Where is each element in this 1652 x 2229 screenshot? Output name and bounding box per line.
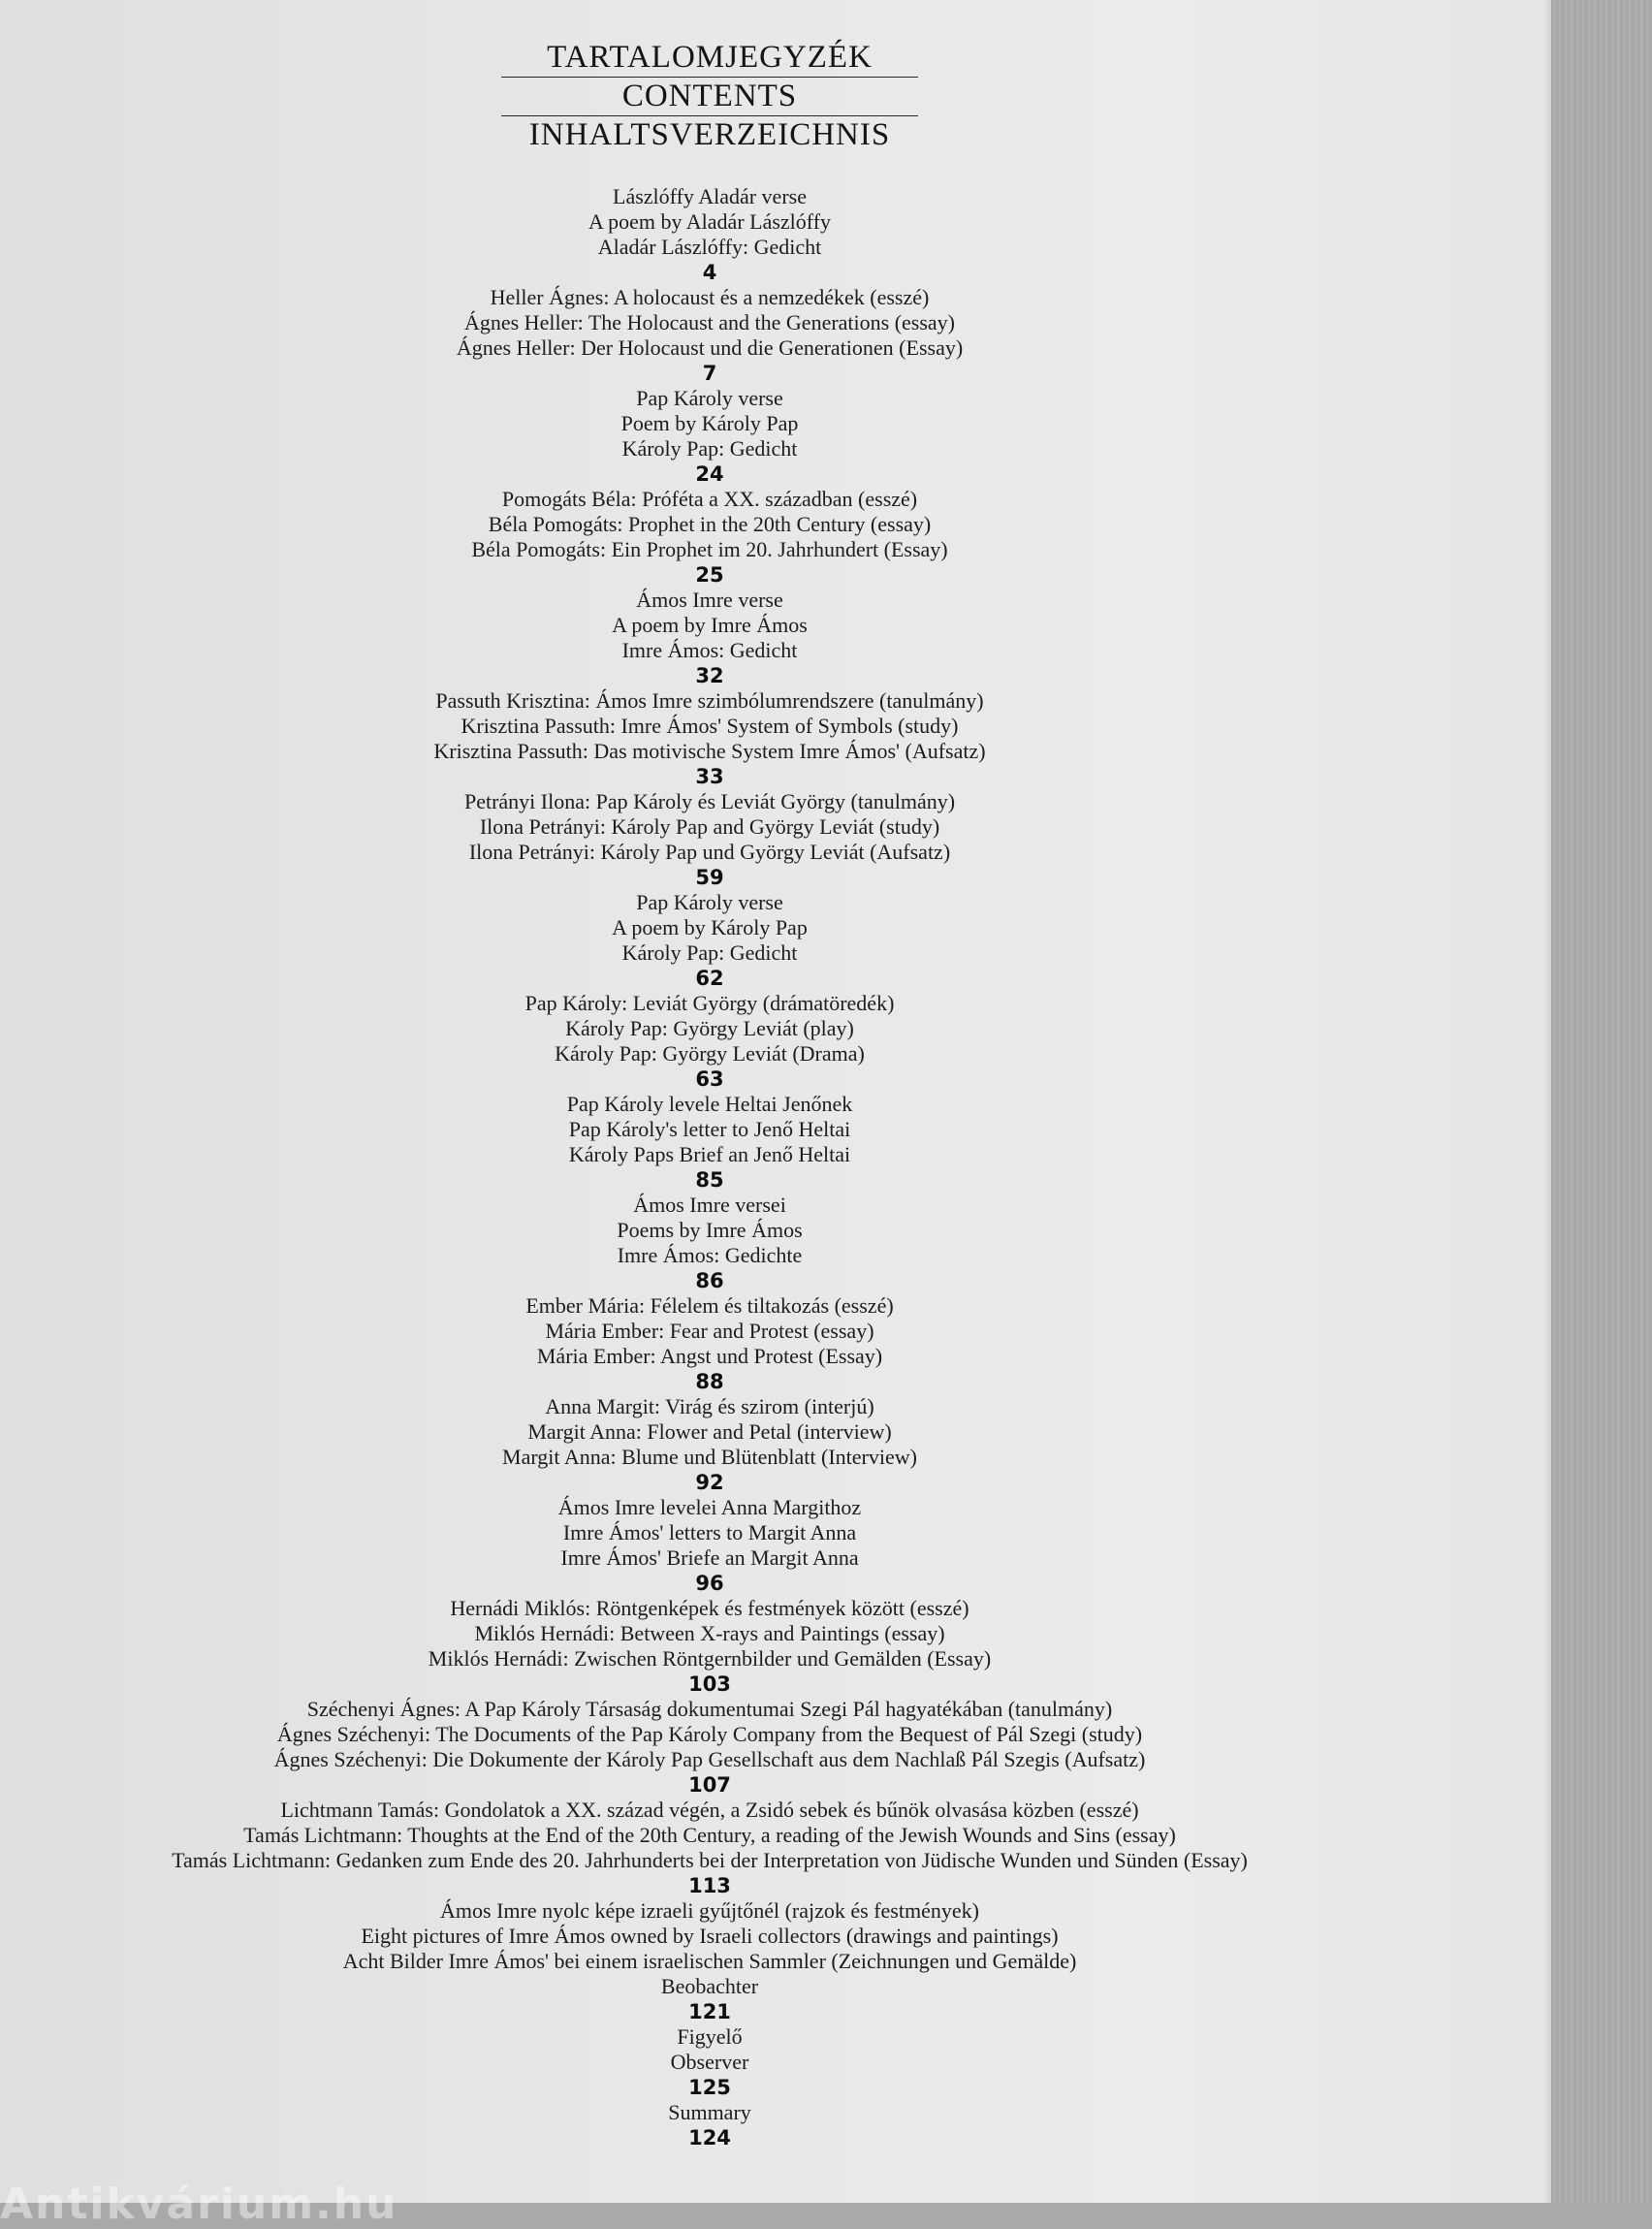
toc-entry <box>0 2100 1419 2150</box>
entry-title-line: Ámos Imre levelei Anna Margithoz <box>557 1495 862 1519</box>
toc-entry <box>0 2024 1419 2100</box>
entry-page-number: 33 <box>695 765 724 788</box>
entry-title-line: Pap Károly's letter to Jenő Heltai <box>568 1117 851 1141</box>
entry-title-line: Acht Bilder Imre Ámos' bei einem israelischen Sammler (Zeichnungen und Gemälde) <box>342 1949 1077 1973</box>
entry-title-line: Krisztina Passuth: Das motivische System Imre Ámos' (Aufsatz) <box>433 739 986 763</box>
entry-title-line: Miklós Hernádi: Zwischen Röntgernbilder und Gemälden (Essay) <box>428 1646 992 1671</box>
entry-title-line: Tamás Lichtmann: Gedanken zum Ende des 20. Jahrhunderts bei der Interpretation von Jüdische Wunden und Sünden (Essay) <box>172 1848 1248 1872</box>
entry-page-number: 24 <box>695 462 724 486</box>
entry-page-number: 32 <box>695 664 724 687</box>
entry-page-number: 63 <box>695 1067 724 1091</box>
entry-title-line: Imre Ámos: Gedichte <box>617 1243 803 1267</box>
entry-title-line: Anna Margit: Virág és szirom (interjú) <box>545 1394 874 1418</box>
toc-entries <box>0 184 1419 2150</box>
entry-page-number: 86 <box>695 1269 724 1292</box>
entry-title-line: Mária Ember: Angst und Protest (Essay) <box>536 1344 883 1368</box>
toc-entry <box>0 487 1419 588</box>
entry-title-line: A poem by Károly Pap <box>612 915 808 939</box>
entry-title-line: Hernádi Miklós: Röntgenképek és festmények között (esszé) <box>450 1596 969 1620</box>
entry-page-number: 125 <box>688 2076 731 2099</box>
toc-entry <box>0 890 1419 991</box>
entry-title-line: Pap Károly verse <box>636 386 783 410</box>
entry-title-line: Károly Pap: Gedicht <box>621 940 798 965</box>
toc-entry <box>0 1697 1419 1798</box>
entry-title-line: Margit Anna: Flower and Petal (interview) <box>527 1419 892 1444</box>
toc-entry <box>0 688 1419 789</box>
entry-title-line: Ágnes Széchenyi: The Documents of the Pap Károly Company from the Bequest of Pál Szegi (study) <box>276 1722 1143 1746</box>
entry-title-line: Ilona Petrányi: Károly Pap und György Leviát (Aufsatz) <box>468 840 951 864</box>
entry-title-line: Ámos Imre versei <box>633 1193 786 1217</box>
entry-title-line: Béla Pomogáts: Prophet in the 20th Century (essay) <box>488 512 932 536</box>
entry-title-line: Observer <box>670 2050 749 2074</box>
book-binding <box>1551 0 1652 2203</box>
entry-title-line: Mária Ember: Fear and Protest (essay) <box>545 1319 874 1343</box>
toc-entry <box>0 1898 1419 2024</box>
entry-title-line: Imre Ámos' letters to Margit Anna <box>562 1520 857 1544</box>
entry-title-line: Beobachter <box>660 1974 759 1998</box>
entry-page-number: 96 <box>695 1572 724 1595</box>
entry-title-line: Ágnes Heller: Der Holocaust und die Generationen (Essay) <box>456 335 964 360</box>
toc-entry <box>0 1092 1419 1193</box>
entry-title-line: Passuth Krisztina: Ámos Imre szimbólumrendszere (tanulmány) <box>435 688 984 713</box>
entry-title-line: Ilona Petrányi: Károly Pap and György Leviát (study) <box>479 814 940 839</box>
toc-entry <box>0 285 1419 386</box>
toc-entry <box>0 1394 1419 1495</box>
entry-title-line: Summary <box>668 2100 751 2124</box>
entry-title-line: Lichtmann Tamás: Gondolatok a XX. század végén, a Zsidó sebek és bűnök olvasása közben (esszé) <box>280 1798 1139 1822</box>
entry-title-line: Eight pictures of Imre Ámos owned by Israeli collectors (drawings and paintings) <box>361 1924 1059 1948</box>
entry-title-line: Imre Ámos: Gedicht <box>621 638 798 662</box>
toc-entry <box>0 1596 1419 1697</box>
entry-title-line: Poems by Imre Ámos <box>617 1218 803 1242</box>
entry-title-line: Krisztina Passuth: Imre Ámos' System of Symbols (study) <box>461 714 959 738</box>
heading-hungarian: TARTALOMJEGYZÉK <box>501 39 918 78</box>
entry-page-number: 92 <box>695 1471 724 1494</box>
toc-entry <box>0 588 1419 688</box>
entry-title-line: Pap Károly levele Heltai Jenőnek <box>566 1092 853 1116</box>
entry-title-line: Ámos Imre nyolc képe izraeli gyűjtőnél (rajzok és festmények) <box>440 1898 979 1923</box>
entry-title-line: A poem by Imre Ámos <box>612 613 808 637</box>
entry-title-line: Ágnes Heller: The Holocaust and the Generations (essay) <box>463 310 956 334</box>
watermark-text: Antikvárium.hu <box>0 2180 398 2229</box>
entry-title-line: Petrányi Ilona: Pap Károly és Leviát György (tanulmány) <box>463 789 956 813</box>
entry-page-number: 121 <box>688 2000 731 2023</box>
entry-page-number: 124 <box>688 2126 731 2149</box>
heading-english: CONTENTS <box>501 78 918 116</box>
entry-title-line: Miklós Hernádi: Between X-rays and Paintings (essay) <box>474 1621 945 1645</box>
entry-title-line: Pap Károly verse <box>636 890 783 914</box>
entry-page-number: 103 <box>688 1672 731 1696</box>
entry-page-number: 85 <box>695 1168 724 1192</box>
entry-title-line: Károly Pap: György Leviát (play) <box>565 1016 854 1040</box>
entry-title-line: Figyelő <box>677 2024 743 2049</box>
toc-entry <box>0 1193 1419 1293</box>
toc-header <box>0 0 1419 153</box>
entry-title-line: Aladár Lászlóffy: Gedicht <box>597 235 822 259</box>
entry-title-line: Ember Mária: Félelem és tiltakozás (esszé) <box>525 1293 894 1318</box>
entry-page-number: 59 <box>695 866 724 889</box>
entry-page-number: 7 <box>702 362 717 385</box>
entry-title-line: Margit Anna: Blume und Blütenblatt (Interview) <box>502 1445 917 1469</box>
entry-title-line: Heller Ágnes: A holocaust és a nemzedékek (esszé) <box>490 285 930 309</box>
entry-page-number: 107 <box>688 1773 731 1797</box>
entry-title-line: Károly Pap: György Leviát (Drama) <box>555 1041 865 1066</box>
entry-title-line: Pap Károly: Leviát György (drámatöredék) <box>524 991 895 1015</box>
toc-entry <box>0 386 1419 487</box>
toc-entry <box>0 789 1419 890</box>
toc-entry <box>0 1293 1419 1394</box>
entry-title-line: Károly Pap: Gedicht <box>621 436 798 461</box>
entry-title-line: Béla Pomogáts: Ein Prophet im 20. Jahrhundert (Essay) <box>471 537 948 561</box>
toc-entry <box>0 184 1419 285</box>
entry-title-line: Imre Ámos' Briefe an Margit Anna <box>560 1545 859 1570</box>
toc-entry <box>0 1798 1419 1898</box>
entry-title-line: Széchenyi Ágnes: A Pap Károly Társaság dokumentumai Szegi Pál hagyatékában (tanulmány) <box>306 1697 1113 1721</box>
entry-title-line: Károly Paps Brief an Jenő Heltai <box>568 1142 851 1166</box>
entry-page-number: 88 <box>695 1370 724 1393</box>
entry-page-number: 25 <box>695 563 724 587</box>
entry-title-line: Ámos Imre verse <box>636 588 783 612</box>
heading-german: INHALTSVERZEICHNIS <box>528 117 891 152</box>
entry-title-line: Ágnes Széchenyi: Die Dokumente der Károly Pap Gesellschaft aus dem Nachlaß Pál Szegis (Aufsatz) <box>273 1747 1146 1771</box>
entry-title-line: Lászlóffy Aladár verse <box>613 184 807 208</box>
entry-title-line: Pomogáts Béla: Próféta a XX. században (esszé) <box>501 487 918 511</box>
entry-title-line: Tamás Lichtmann: Thoughts at the End of the 20th Century, a reading of the Jewish Wounds and Sins (essay) <box>243 1823 1176 1847</box>
entry-title-line: Poem by Károly Pap <box>620 411 799 435</box>
toc-entry <box>0 991 1419 1092</box>
toc-entry <box>0 1495 1419 1596</box>
entry-page-number: 113 <box>688 1874 731 1897</box>
entry-page-number: 62 <box>695 967 724 990</box>
entry-title-line: A poem by Aladár Lászlóffy <box>588 209 832 234</box>
entry-page-number: 4 <box>702 261 717 284</box>
